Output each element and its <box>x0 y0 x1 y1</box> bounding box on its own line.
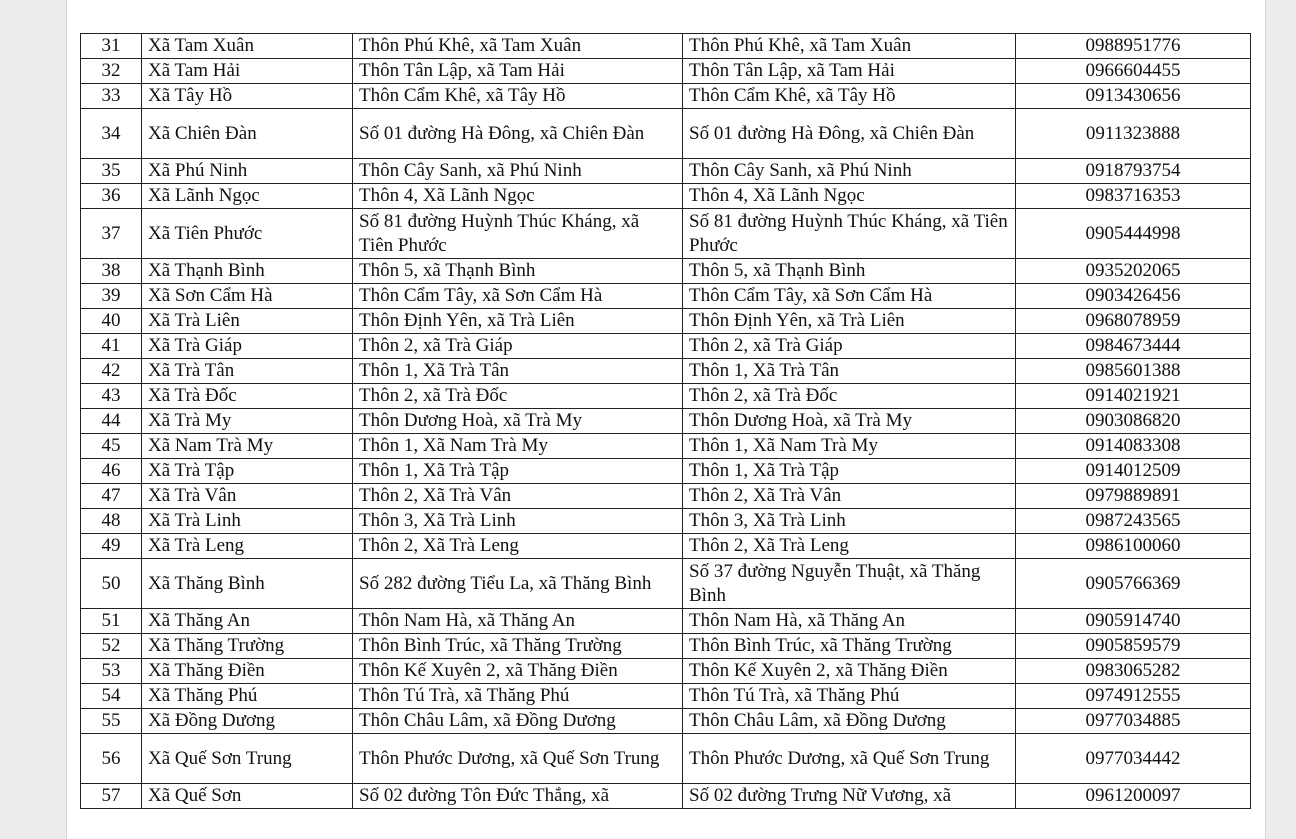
stt-cell: 53 <box>81 659 142 684</box>
phone-cell: 0987243565 <box>1016 509 1251 534</box>
table-row <box>81 34 1251 59</box>
phone-cell: 0914083308 <box>1016 434 1251 459</box>
commune-name-cell: Xã Trà Giáp <box>142 334 353 359</box>
address-2-cell: Thôn Bình Trúc, xã Thăng Trường <box>683 634 1016 659</box>
address-2-cell: Thôn Cẩm Khê, xã Tây Hồ <box>683 84 1016 109</box>
commune-name-cell: Xã Trà Vân <box>142 484 353 509</box>
commune-name-cell: Xã Tam Hải <box>142 59 353 84</box>
commune-name-cell: Xã Nam Trà My <box>142 434 353 459</box>
commune-name-cell: Xã Đồng Dương <box>142 709 353 734</box>
commune-name-cell: Xã Thăng An <box>142 609 353 634</box>
stt-cell: 45 <box>81 434 142 459</box>
address-1-cell: Thôn Phú Khê, xã Tam Xuân <box>353 34 683 59</box>
phone-cell: 0918793754 <box>1016 159 1251 184</box>
table-row <box>81 309 1251 334</box>
commune-name-cell: Xã Trà Linh <box>142 509 353 534</box>
phone-cell: 0914021921 <box>1016 384 1251 409</box>
commune-name-cell: Xã Lãnh Ngọc <box>142 184 353 209</box>
phone-cell: 0905766369 <box>1016 559 1251 609</box>
commune-name-cell: Xã Tam Xuân <box>142 34 353 59</box>
address-2-cell: Thôn Châu Lâm, xã Đồng Dương <box>683 709 1016 734</box>
address-1-cell: Thôn 3, Xã Trà Linh <box>353 509 683 534</box>
address-1-cell: Thôn Nam Hà, xã Thăng An <box>353 609 683 634</box>
table-row <box>81 784 1251 809</box>
phone-cell: 0903086820 <box>1016 409 1251 434</box>
table-row <box>81 434 1251 459</box>
stt-cell: 39 <box>81 284 142 309</box>
table-row <box>81 409 1251 434</box>
address-1-cell: Thôn Cây Sanh, xã Phú Ninh <box>353 159 683 184</box>
address-2-cell: Thôn 2, xã Trà Đốc <box>683 384 1016 409</box>
address-2-cell: Thôn Tú Trà, xã Thăng Phú <box>683 684 1016 709</box>
phone-cell: 0983065282 <box>1016 659 1251 684</box>
commune-name-cell: Xã Thạnh Bình <box>142 259 353 284</box>
table-row <box>81 284 1251 309</box>
commune-name-cell: Xã Thăng Phú <box>142 684 353 709</box>
commune-name-cell: Xã Thăng Trường <box>142 634 353 659</box>
phone-cell: 0985601388 <box>1016 359 1251 384</box>
stt-cell: 42 <box>81 359 142 384</box>
stt-cell: 54 <box>81 684 142 709</box>
address-2-cell: Thôn Phước Dương, xã Quế Sơn Trung <box>683 734 1016 784</box>
stt-cell: 51 <box>81 609 142 634</box>
table-row <box>81 159 1251 184</box>
table-row <box>81 384 1251 409</box>
phone-cell: 0903426456 <box>1016 284 1251 309</box>
document-page <box>66 0 1266 839</box>
table-row <box>81 84 1251 109</box>
address-2-cell: Thôn 2, Xã Trà Vân <box>683 484 1016 509</box>
address-2-cell: Thôn 3, Xã Trà Linh <box>683 509 1016 534</box>
table-body <box>81 34 1251 809</box>
address-1-cell: Thôn Tân Lập, xã Tam Hải <box>353 59 683 84</box>
address-1-cell: Thôn Phước Dương, xã Quế Sơn Trung <box>353 734 683 784</box>
stt-cell: 50 <box>81 559 142 609</box>
address-2-cell: Thôn 1, Xã Trà Tân <box>683 359 1016 384</box>
address-1-cell: Thôn Kế Xuyên 2, xã Thăng Điền <box>353 659 683 684</box>
table-row <box>81 484 1251 509</box>
stt-cell: 43 <box>81 384 142 409</box>
phone-cell: 0905444998 <box>1016 209 1251 259</box>
address-2-cell: Thôn Kế Xuyên 2, xã Thăng Điền <box>683 659 1016 684</box>
table-row <box>81 209 1251 259</box>
address-1-cell: Thôn Cẩm Khê, xã Tây Hồ <box>353 84 683 109</box>
address-2-cell: Thôn Cẩm Tây, xã Sơn Cẩm Hà <box>683 284 1016 309</box>
table-row <box>81 334 1251 359</box>
phone-cell: 0966604455 <box>1016 59 1251 84</box>
commune-name-cell: Xã Trà Tân <box>142 359 353 384</box>
table-row <box>81 459 1251 484</box>
address-1-cell: Thôn 4, Xã Lãnh Ngọc <box>353 184 683 209</box>
commune-name-cell: Xã Trà Tập <box>142 459 353 484</box>
table-row <box>81 59 1251 84</box>
address-2-cell: Thôn Phú Khê, xã Tam Xuân <box>683 34 1016 59</box>
stt-cell: 34 <box>81 109 142 159</box>
table-row <box>81 184 1251 209</box>
address-2-cell: Số 02 đường Trưng Nữ Vương, xã <box>683 784 1016 809</box>
commune-name-cell: Xã Trà My <box>142 409 353 434</box>
table-row <box>81 709 1251 734</box>
address-1-cell: Số 01 đường Hà Đông, xã Chiên Đàn <box>353 109 683 159</box>
address-2-cell: Số 01 đường Hà Đông, xã Chiên Đàn <box>683 109 1016 159</box>
address-1-cell: Thôn 2, Xã Trà Vân <box>353 484 683 509</box>
table-row <box>81 609 1251 634</box>
address-1-cell: Thôn 1, Xã Trà Tân <box>353 359 683 384</box>
address-2-cell: Thôn 1, Xã Trà Tập <box>683 459 1016 484</box>
stt-cell: 46 <box>81 459 142 484</box>
table-row <box>81 634 1251 659</box>
commune-name-cell: Xã Trà Đốc <box>142 384 353 409</box>
address-2-cell: Thôn 2, xã Trà Giáp <box>683 334 1016 359</box>
phone-cell: 0913430656 <box>1016 84 1251 109</box>
stt-cell: 47 <box>81 484 142 509</box>
stt-cell: 41 <box>81 334 142 359</box>
address-2-cell: Thôn 5, xã Thạnh Bình <box>683 259 1016 284</box>
commune-name-cell: Xã Tây Hồ <box>142 84 353 109</box>
address-1-cell: Thôn 1, Xã Trà Tập <box>353 459 683 484</box>
phone-cell: 0911323888 <box>1016 109 1251 159</box>
address-1-cell: Thôn 2, Xã Trà Leng <box>353 534 683 559</box>
address-2-cell: Thôn 2, Xã Trà Leng <box>683 534 1016 559</box>
table-row <box>81 259 1251 284</box>
table-row <box>81 359 1251 384</box>
table-row <box>81 534 1251 559</box>
stt-cell: 37 <box>81 209 142 259</box>
address-1-cell: Số 282 đường Tiểu La, xã Thăng Bình <box>353 559 683 609</box>
commune-name-cell: Xã Thăng Bình <box>142 559 353 609</box>
stt-cell: 40 <box>81 309 142 334</box>
commune-name-cell: Xã Trà Leng <box>142 534 353 559</box>
address-1-cell: Thôn Tú Trà, xã Thăng Phú <box>353 684 683 709</box>
commune-name-cell: Xã Sơn Cẩm Hà <box>142 284 353 309</box>
stt-cell: 55 <box>81 709 142 734</box>
commune-name-cell: Xã Quế Sơn Trung <box>142 734 353 784</box>
phone-cell: 0986100060 <box>1016 534 1251 559</box>
address-1-cell: Thôn 2, xã Trà Đốc <box>353 384 683 409</box>
phone-cell: 0977034442 <box>1016 734 1251 784</box>
address-1-cell: Thôn Dương Hoà, xã Trà My <box>353 409 683 434</box>
table-row <box>81 509 1251 534</box>
address-2-cell: Thôn 4, Xã Lãnh Ngọc <box>683 184 1016 209</box>
phone-cell: 0905914740 <box>1016 609 1251 634</box>
address-2-cell: Số 81 đường Huỳnh Thúc Kháng, xã Tiên Phước <box>683 209 1016 259</box>
table-row <box>81 109 1251 159</box>
stt-cell: 52 <box>81 634 142 659</box>
address-2-cell: Thôn Cây Sanh, xã Phú Ninh <box>683 159 1016 184</box>
commune-name-cell: Xã Trà Liên <box>142 309 353 334</box>
address-2-cell: Thôn Định Yên, xã Trà Liên <box>683 309 1016 334</box>
address-1-cell: Thôn Cẩm Tây, xã Sơn Cẩm Hà <box>353 284 683 309</box>
stt-cell: 49 <box>81 534 142 559</box>
address-1-cell: Số 02 đường Tôn Đức Thắng, xã <box>353 784 683 809</box>
stt-cell: 44 <box>81 409 142 434</box>
address-table <box>80 33 1251 809</box>
phone-cell: 0988951776 <box>1016 34 1251 59</box>
address-2-cell: Thôn Nam Hà, xã Thăng An <box>683 609 1016 634</box>
address-1-cell: Thôn 1, Xã Nam Trà My <box>353 434 683 459</box>
commune-name-cell: Xã Quế Sơn <box>142 784 353 809</box>
address-2-cell: Thôn 1, Xã Nam Trà My <box>683 434 1016 459</box>
address-1-cell: Số 81 đường Huỳnh Thúc Kháng, xã Tiên Phước <box>353 209 683 259</box>
stt-cell: 32 <box>81 59 142 84</box>
stt-cell: 56 <box>81 734 142 784</box>
commune-name-cell: Xã Chiên Đàn <box>142 109 353 159</box>
phone-cell: 0968078959 <box>1016 309 1251 334</box>
address-1-cell: Thôn 2, xã Trà Giáp <box>353 334 683 359</box>
address-1-cell: Thôn 5, xã Thạnh Bình <box>353 259 683 284</box>
phone-cell: 0979889891 <box>1016 484 1251 509</box>
table-row <box>81 684 1251 709</box>
address-2-cell: Thôn Tân Lập, xã Tam Hải <box>683 59 1016 84</box>
table-row <box>81 734 1251 784</box>
stt-cell: 33 <box>81 84 142 109</box>
phone-cell: 0974912555 <box>1016 684 1251 709</box>
address-2-cell: Số 37 đường Nguyễn Thuật, xã Thăng Bình <box>683 559 1016 609</box>
commune-name-cell: Xã Phú Ninh <box>142 159 353 184</box>
stt-cell: 35 <box>81 159 142 184</box>
phone-cell: 0935202065 <box>1016 259 1251 284</box>
table-row <box>81 659 1251 684</box>
stt-cell: 31 <box>81 34 142 59</box>
table-row <box>81 559 1251 609</box>
phone-cell: 0977034885 <box>1016 709 1251 734</box>
commune-name-cell: Xã Thăng Điền <box>142 659 353 684</box>
stt-cell: 57 <box>81 784 142 809</box>
address-1-cell: Thôn Bình Trúc, xã Thăng Trường <box>353 634 683 659</box>
address-1-cell: Thôn Định Yên, xã Trà Liên <box>353 309 683 334</box>
commune-name-cell: Xã Tiên Phước <box>142 209 353 259</box>
stt-cell: 36 <box>81 184 142 209</box>
stt-cell: 38 <box>81 259 142 284</box>
phone-cell: 0905859579 <box>1016 634 1251 659</box>
phone-cell: 0914012509 <box>1016 459 1251 484</box>
address-2-cell: Thôn Dương Hoà, xã Trà My <box>683 409 1016 434</box>
phone-cell: 0984673444 <box>1016 334 1251 359</box>
address-1-cell: Thôn Châu Lâm, xã Đồng Dương <box>353 709 683 734</box>
phone-cell: 0961200097 <box>1016 784 1251 809</box>
stt-cell: 48 <box>81 509 142 534</box>
phone-cell: 0983716353 <box>1016 184 1251 209</box>
